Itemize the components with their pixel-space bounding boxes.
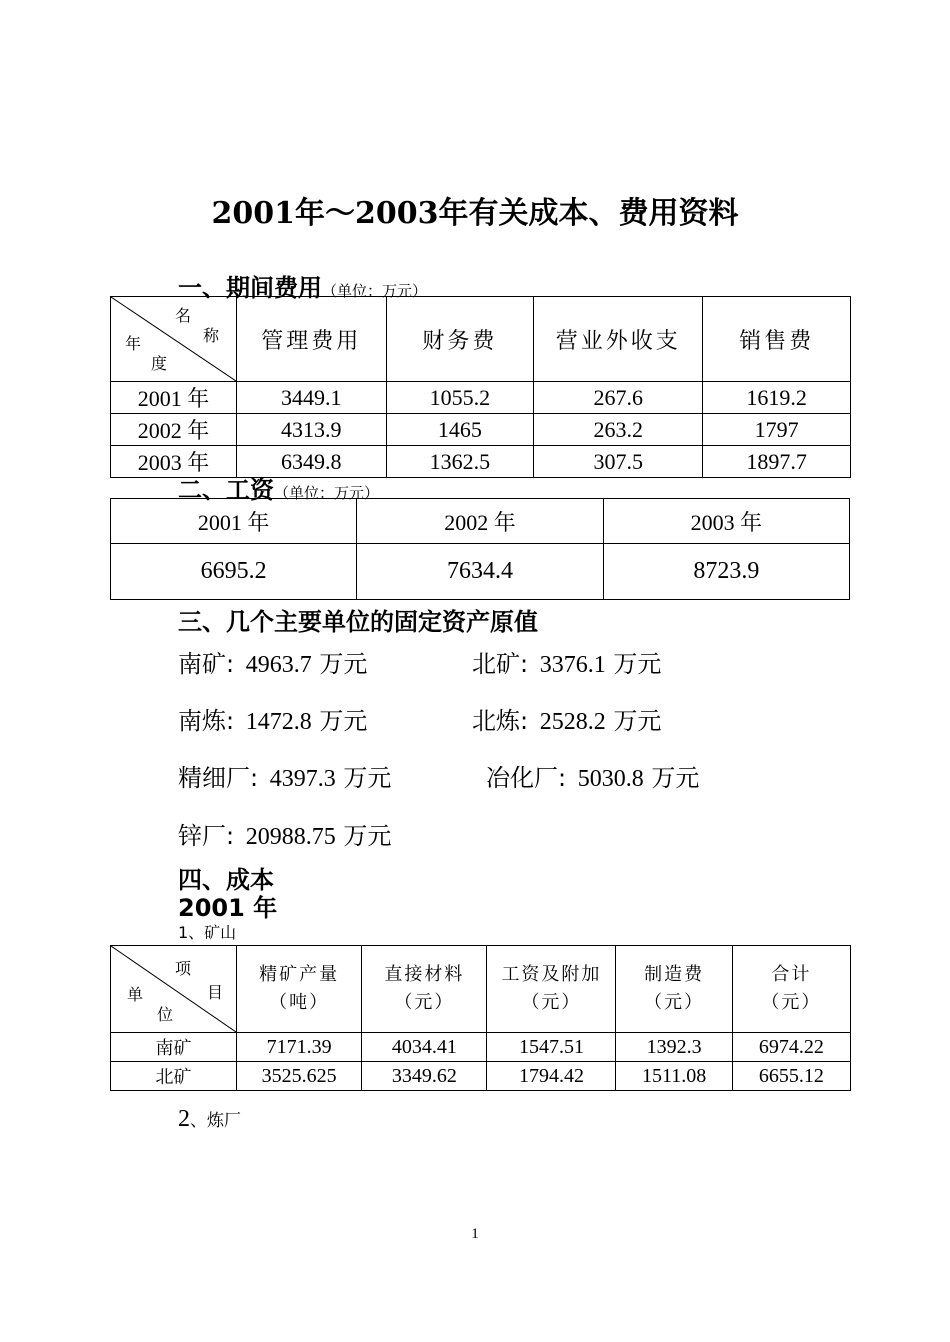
wage-header: 2002 年 [357,499,603,544]
asset-name: 北炼: [472,707,529,735]
cell-value: 1794.42 [487,1062,616,1091]
cost-header-unit: （元） [761,992,822,1013]
asset-unit: 万元 [343,764,392,792]
cell-value: 267.6 [534,382,703,414]
cell-value: 1362.5 [386,446,534,478]
diag-left-label: 年 [125,334,142,353]
asset-unit: 万元 [613,707,662,735]
cost-header-name: 工资及附加 [501,964,602,985]
cell-value: 1797 [703,414,851,446]
diag-bottom-label: 位 [157,1005,174,1024]
asset-value: 20988.75 [245,824,336,850]
section-1-unit: （单位：万元） [322,282,428,300]
header-non-operating: 营业外收支 [534,297,703,382]
wage-value: 6695.2 [111,544,357,600]
cost-header [732,946,850,1033]
cost-header-name: 直接材料 [384,964,465,985]
cell-value: 1511.08 [616,1062,732,1091]
cost-year-heading: 2001 年 [178,894,278,922]
asset-value: 1472.8 [245,709,312,735]
cell-value: 6349.8 [237,446,387,478]
asset-item [178,701,367,736]
diag-right-label: 称 [203,326,220,345]
row-year: 2001 年 [111,382,237,414]
asset-name: 冶化厂: [486,764,567,792]
cell-value: 1465 [386,414,534,446]
period-expense-table [110,296,851,478]
section-3-heading: 三、几个主要单位的固定资产原值 [178,608,538,636]
wage-table [110,498,850,600]
wage-value: 7634.4 [357,544,603,600]
row-unit: 南矿 [111,1033,237,1062]
cell-value: 4313.9 [237,414,387,446]
diag-top-label: 项 [175,959,192,978]
asset-item [472,644,661,679]
asset-item [486,758,699,793]
asset-name: 南矿: [178,650,235,678]
cell-value: 7171.39 [237,1033,362,1062]
table-row [111,1062,851,1091]
cost-header-unit: （吨） [269,992,330,1013]
asset-value: 2528.2 [539,709,606,735]
diag-left-label: 单 [127,985,144,1004]
section-2-title: 二、工资 [178,476,274,504]
cell-value: 1392.3 [616,1033,732,1062]
subsection-number: 2 [178,1106,190,1132]
mine-cost-table [110,945,851,1091]
table-row [111,382,851,414]
cost-header [362,946,487,1033]
cell-value: 4034.41 [362,1033,487,1062]
cost-header-unit: （元） [394,992,455,1013]
cell-value: 6655.12 [732,1062,850,1091]
asset-item [472,701,661,736]
subsection-smelter [178,1106,241,1133]
wage-header: 2003 年 [603,499,849,544]
subsection-mine: 1、矿山 [178,923,237,942]
asset-unit: 万元 [319,707,368,735]
row-unit: 北矿 [111,1062,237,1091]
wage-header: 2001 年 [111,499,357,544]
page-number: 1 [471,1226,479,1242]
diagonal-header-cell [111,946,237,1033]
asset-name: 锌厂: [178,822,235,850]
asset-name: 精细厂: [178,764,259,792]
asset-name: 北矿: [472,650,529,678]
asset-item [178,816,391,851]
header-finance: 财务费 [386,297,534,382]
header-management: 管理费用 [237,297,387,382]
cost-header-unit: （元） [644,992,705,1013]
row-year: 2002 年 [111,414,237,446]
table-row [111,1033,851,1062]
cell-value: 1055.2 [386,382,534,414]
asset-unit: 万元 [319,650,368,678]
cost-header [237,946,362,1033]
cell-value: 3449.1 [237,382,387,414]
asset-item [178,758,391,793]
section-4-heading: 四、成本 [178,866,274,894]
asset-unit: 万元 [343,822,392,850]
asset-value: 5030.8 [577,766,644,792]
cell-value: 1547.51 [487,1033,616,1062]
diag-top-label: 名 [175,306,192,325]
cost-header [616,946,732,1033]
asset-value: 4963.7 [245,652,312,678]
asset-value: 3376.1 [539,652,606,678]
section-2-unit: （单位：万元） [274,484,380,502]
cell-value: 3349.62 [362,1062,487,1091]
row-year: 2003 年 [111,446,237,478]
page-title: 2001年～2003年有关成本、费用资料 [211,196,739,231]
cost-header-name: 制造费 [644,964,705,985]
asset-unit: 万元 [613,650,662,678]
asset-item [178,644,367,679]
table-row [111,414,851,446]
wage-value: 8723.9 [603,544,849,600]
cell-value: 307.5 [534,446,703,478]
cell-value: 6974.22 [732,1033,850,1062]
cost-header-name: 合计 [771,964,812,985]
cell-value: 3525.625 [237,1062,362,1091]
cell-value: 1897.7 [703,446,851,478]
asset-value: 4397.3 [269,766,336,792]
section-1-title: 一、期间费用 [178,274,322,302]
cell-value: 263.2 [534,414,703,446]
cell-value: 1619.2 [703,382,851,414]
diagonal-header-cell [111,297,237,382]
header-sales: 销售费 [703,297,851,382]
cost-header-name: 精矿产量 [259,964,340,985]
diag-right-label: 目 [207,983,224,1002]
asset-unit: 万元 [651,764,700,792]
cost-header-unit: （元） [521,992,582,1013]
cost-header [487,946,616,1033]
subsection-label: 、炼厂 [190,1111,241,1131]
asset-name: 南炼: [178,707,235,735]
diag-bottom-label: 度 [151,354,168,373]
